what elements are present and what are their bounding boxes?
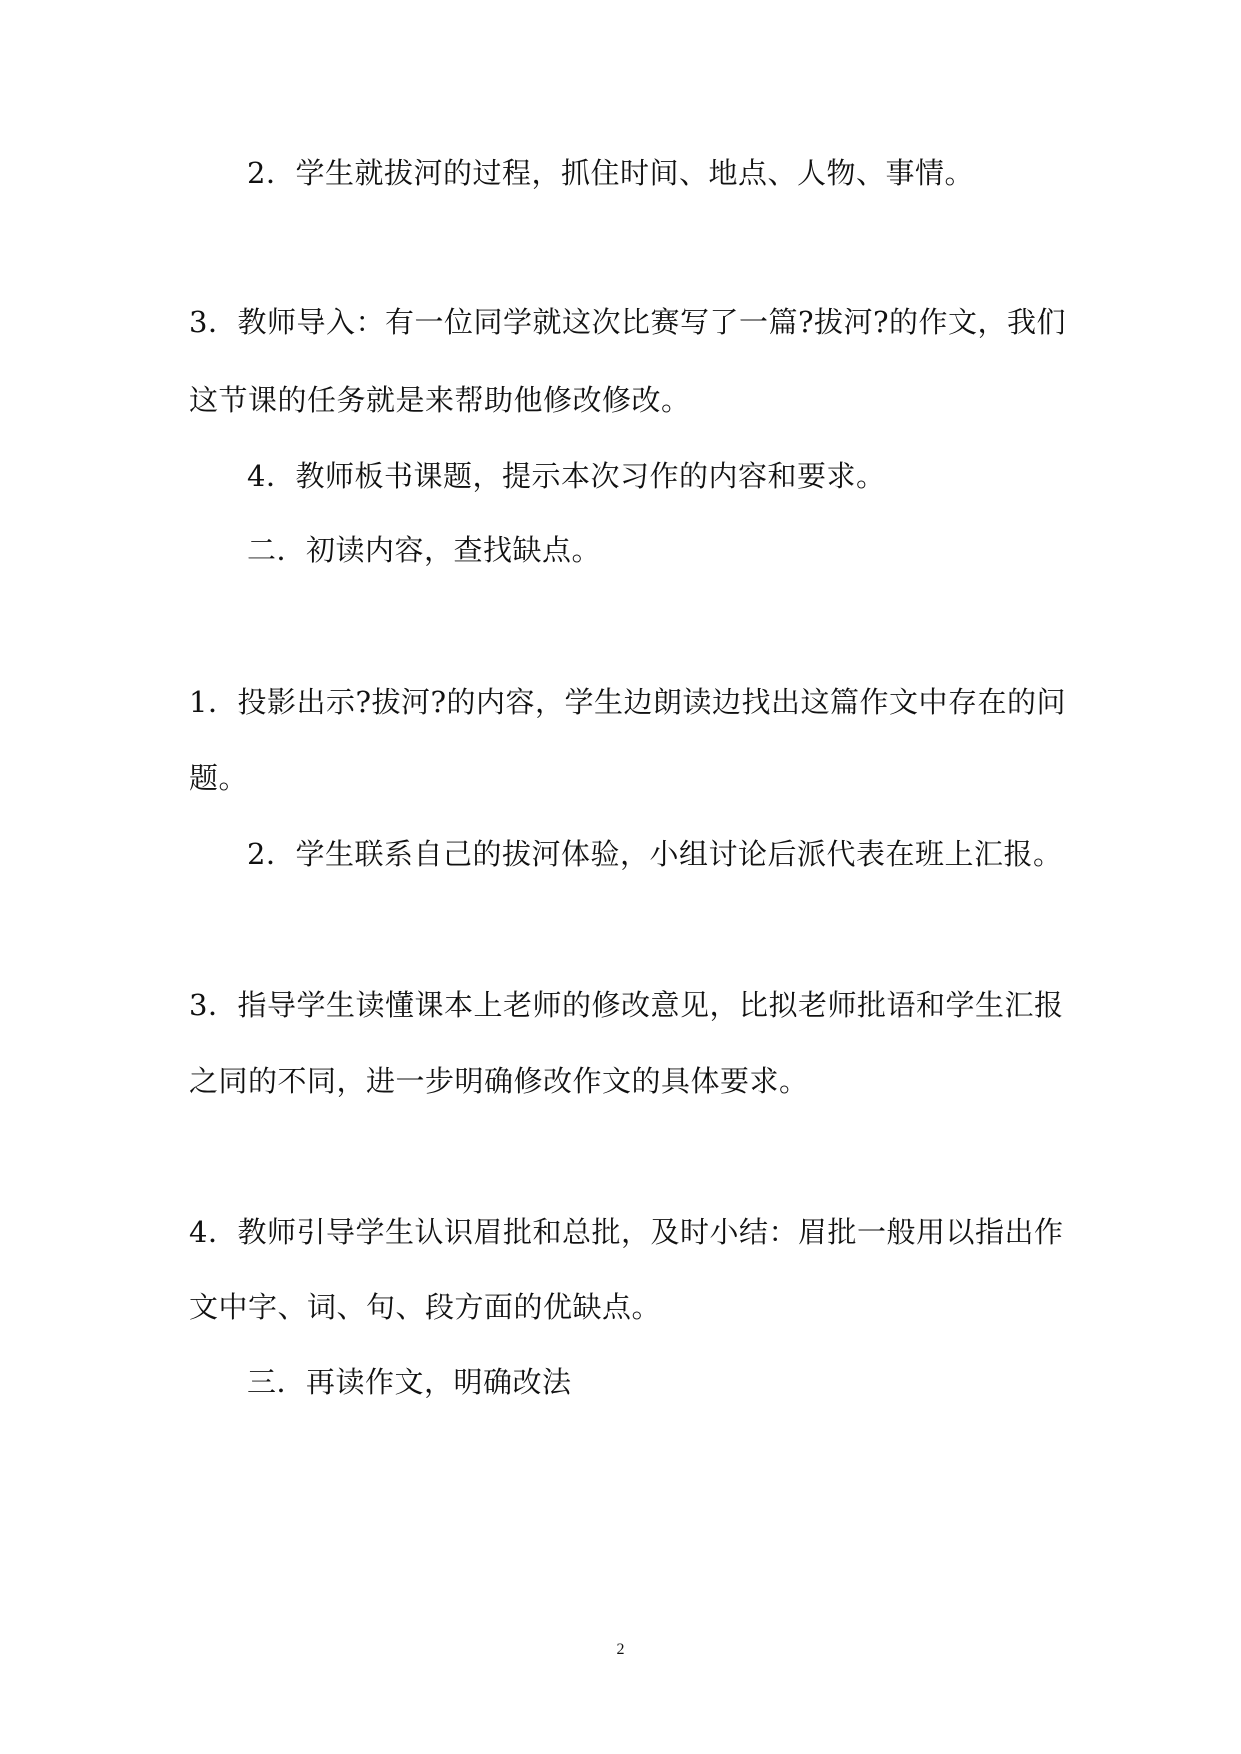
paragraph-line: 2．学生就拔河的过程，抓住时间、地点、人物、事情。 (247, 156, 974, 190)
paragraph-line: 4．教师引导学生认识眉批和总批，及时小结：眉批一般用以指出作 (189, 1215, 1064, 1249)
paragraph-line: 4．教师板书课题，提示本次习作的内容和要求。 (247, 459, 886, 493)
page-number: 2 (616, 1641, 625, 1658)
paragraph-line: 3．指导学生读懂课本上老师的修改意见，比拟老师批语和学生汇报 (189, 988, 1064, 1022)
paragraph-line: 3．教师导入：有一位同学就这次比赛写了一篇?拔河?的作文，我们 (189, 305, 1067, 339)
section-heading: 三．再读作文，明确改法 (247, 1365, 572, 1399)
paragraph-line: 文中字、词、句、段方面的优缺点。 (189, 1290, 662, 1324)
paragraph-line: 2．学生联系自己的拔河体验，小组讨论后派代表在班上汇报。 (247, 837, 1063, 871)
paragraph-line: 之同的不同，进一步明确修改作文的具体要求。 (189, 1064, 809, 1098)
paragraph-line: 题。 (189, 761, 249, 795)
paragraph-line: 这节课的任务就是来帮助他修改修改。 (189, 383, 691, 417)
paragraph-line: 1．投影出示?拔河?的内容，学生边朗读边找出这篇作文中存在的问 (189, 685, 1067, 719)
section-heading: 二．初读内容，查找缺点。 (247, 533, 602, 567)
